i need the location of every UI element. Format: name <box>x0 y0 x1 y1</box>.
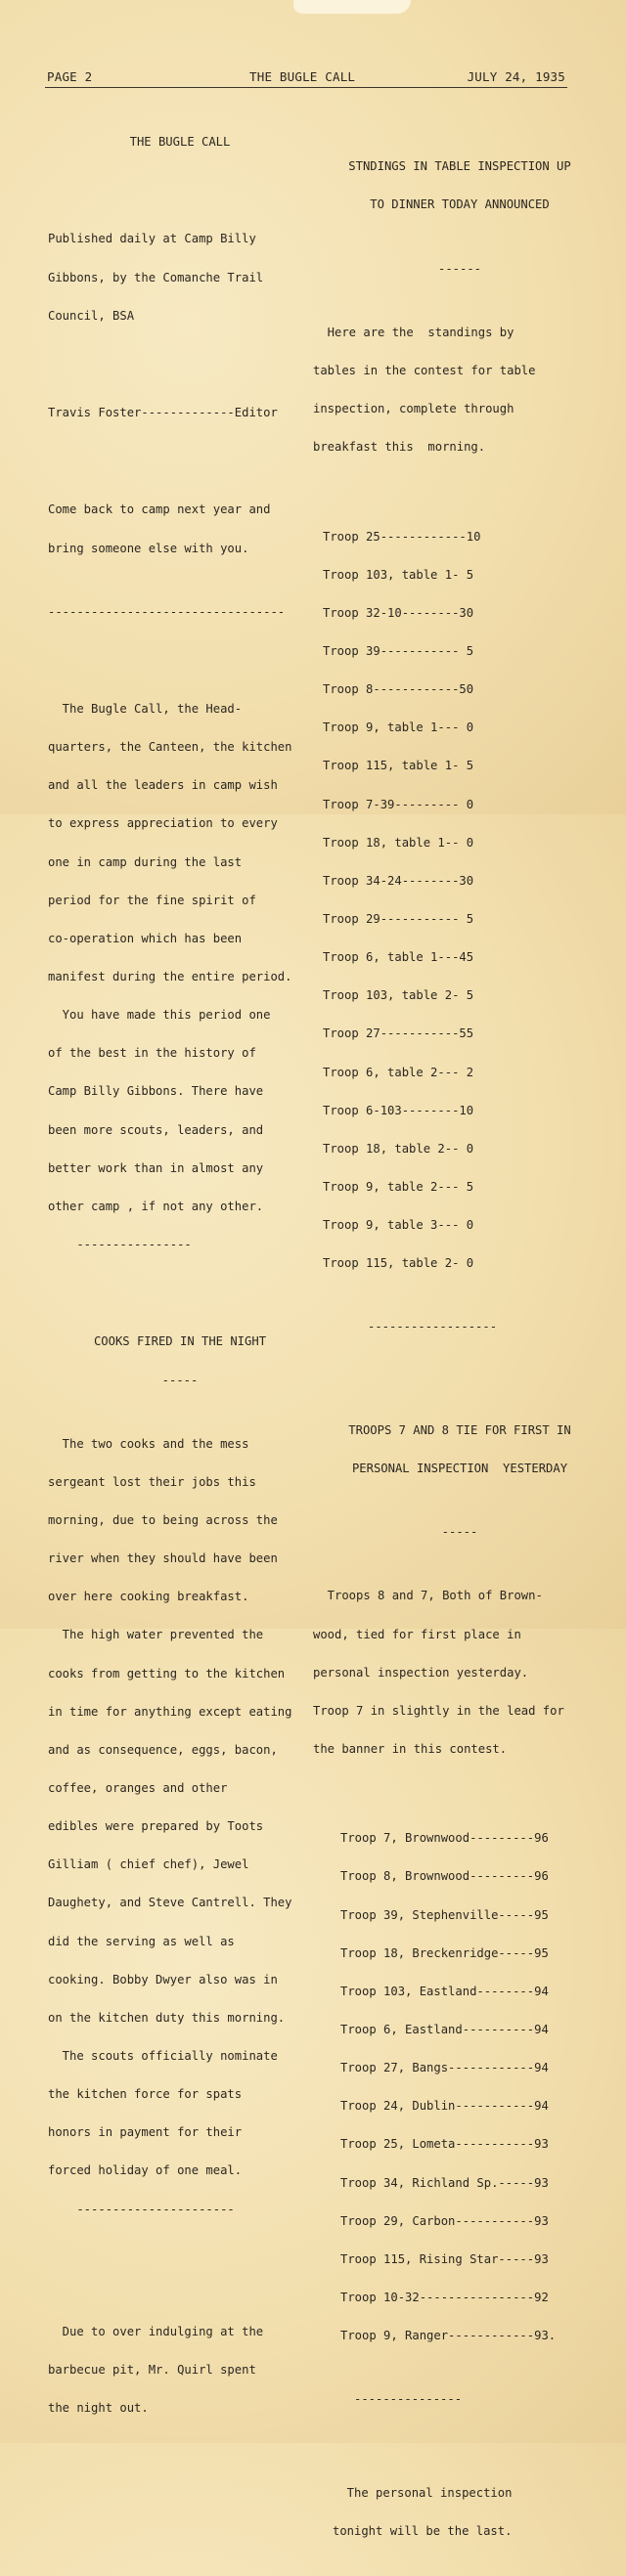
masthead-rule: --------------------------------- <box>48 604 286 619</box>
list-item: Troop 18, Breckenridge-----95 <box>340 1945 549 1960</box>
list-item: Troop 8------------50 <box>323 682 474 697</box>
page-header <box>47 69 565 87</box>
list-item: Troop 27, Bangs------------94 <box>340 2061 549 2075</box>
personal-inspection-closing: The personal inspection tonight will be the last. <box>333 2485 513 2538</box>
table-inspection-headline: STNDINGS IN TABLE INSPECTION UP TO DINNER TODAY ANNOUNCED <box>348 159 571 212</box>
list-item: Troop 9, Ranger------------93. <box>340 2329 557 2343</box>
table-inspection-intro: Here are the standings by tables in the contest for table inspection, complete through breakfast this morning. <box>313 325 536 455</box>
cooks-rule: ---------------------- <box>48 2202 235 2216</box>
list-item: Troop 6, table 2--- 2 <box>323 1065 474 1079</box>
issue-date: JULY 24, 1935 <box>467 69 565 84</box>
list-item: Troop 9, table 3--- 0 <box>323 1218 474 1233</box>
newspaper-name: THE BUGLE CALL <box>249 69 356 84</box>
list-item: Troop 18, table 2-- 0 <box>323 1141 474 1156</box>
page-number: PAGE 2 <box>47 69 93 84</box>
personal-inspection-headline: TROOPS 7 AND 8 TIE FOR FIRST IN PERSONAL INSPECTION YESTERDAY <box>348 1422 571 1475</box>
table-inspection-dash: ------ <box>437 261 482 276</box>
masthead-title: THE BUGLE CALL <box>129 135 231 150</box>
list-item: Troop 29, Carbon-----------93 <box>340 2213 549 2228</box>
list-item: Troop 18, table 1-- 0 <box>323 835 474 850</box>
masthead-editor: Travis Foster-------------Editor <box>48 406 278 420</box>
list-item: Troop 39, Stephenville-----95 <box>340 1907 549 1922</box>
torn-paper-edge <box>293 0 411 14</box>
list-item: Troop 39----------- 5 <box>323 643 474 658</box>
list-item: Troop 34-24--------30 <box>323 873 474 888</box>
list-item: Troop 32-10--------30 <box>323 605 474 620</box>
personal-inspection-rule: --------------- <box>354 2392 463 2407</box>
masthead-slogan: Come back to camp next year and bring someone else with you. <box>48 502 271 555</box>
table-inspection-rule: ------------------ <box>368 1320 498 1334</box>
personal-inspection-intro: Troops 8 and 7, Both of Brown- wood, tied for first place in personal inspection yesterday. Troop 7 in slightly in the lead for the banner in this contest. <box>313 1589 564 1756</box>
list-item: Troop 24, Dublin-----------94 <box>340 2099 549 2114</box>
personal-standings-list <box>313 1807 606 2368</box>
list-item: Troop 115, table 1- 5 <box>323 759 474 773</box>
left-column <box>48 110 312 2453</box>
list-item: Troop 10-32----------------92 <box>340 2290 549 2304</box>
list-item: Troop 34, Richland Sp.-----93 <box>340 2175 549 2190</box>
list-item: Troop 6-103--------10 <box>323 1103 474 1117</box>
barbecue-article: Due to over indulging at the barbecue pit, Mr. Quirl spent the night out. <box>48 2324 264 2416</box>
appreciation-rule: ---------------- <box>48 1238 192 1252</box>
list-item: Troop 103, table 1- 5 <box>323 567 474 582</box>
list-item: Troop 27-----------55 <box>323 1026 474 1041</box>
list-item: Troop 115, table 2- 0 <box>323 1256 474 1271</box>
cooks-dash: ----- <box>161 1373 199 1387</box>
masthead-published: Published daily at Camp Billy Gibbons, by the Comanche Trail Council, BSA <box>48 232 264 323</box>
appreciation-article: The Bugle Call, the Head- quarters, the Canteen, the kitchen and all the leaders in camp wish to express appreciation to every one in camp during the last period for the fine spirit of co-operation which has been manifest during the entire period. You have made this period one of the best in the history of Camp Billy Gibbons. There have been more scouts, leaders, and better work than in almost any other camp , if not any other. ---------------- <box>48 677 312 1277</box>
list-item: Troop 103, Eastland--------94 <box>340 1984 549 1998</box>
list-item: Troop 7, Brownwood---------96 <box>340 1831 549 1846</box>
list-item: Troop 103, table 2- 5 <box>323 988 474 1003</box>
list-item: Troop 8, Brownwood---------96 <box>340 1869 549 1884</box>
list-item: Troop 9, table 1--- 0 <box>323 720 474 735</box>
list-item: Troop 25, Lometa-----------93 <box>340 2137 549 2152</box>
list-item: Troop 6, table 1---45 <box>323 950 474 965</box>
personal-inspection-dash: ----- <box>441 1525 478 1540</box>
list-item: Troop 6, Eastland----------94 <box>340 2022 549 2036</box>
right-column <box>313 109 606 2576</box>
list-item: Troop 7-39--------- 0 <box>323 797 474 811</box>
table-standings-list <box>313 504 606 1295</box>
header-rule <box>45 87 567 88</box>
list-item: Troop 9, table 2--- 5 <box>323 1179 474 1194</box>
list-item: Troop 25------------10 <box>323 529 481 544</box>
list-item: Troop 29----------- 5 <box>323 911 474 926</box>
cooks-article: The two cooks and the mess sergeant lost their jobs this morning, due to being across the river when they should have been over here cooking breakfast. The high water prevented the cooks from getting to the kitchen in time for anything except eating and as consequence, eggs, bacon, coffee, oranges and other edibles were prepared by Toots Gilliam ( chief chef), Jewel Daughety, and Steve Cantrell. They did the serving as well as cooking. Bobby Dwyer also was in on the kitchen duty this morning. The scouts officially nominate the kitchen force for spats honors in payment for their forced holiday of one meal. ---------------------- <box>48 1413 312 2242</box>
list-item: Troop 115, Rising Star-----93 <box>340 2251 549 2266</box>
cooks-headline: COOKS FIRED IN THE NIGHT <box>93 1334 267 1349</box>
